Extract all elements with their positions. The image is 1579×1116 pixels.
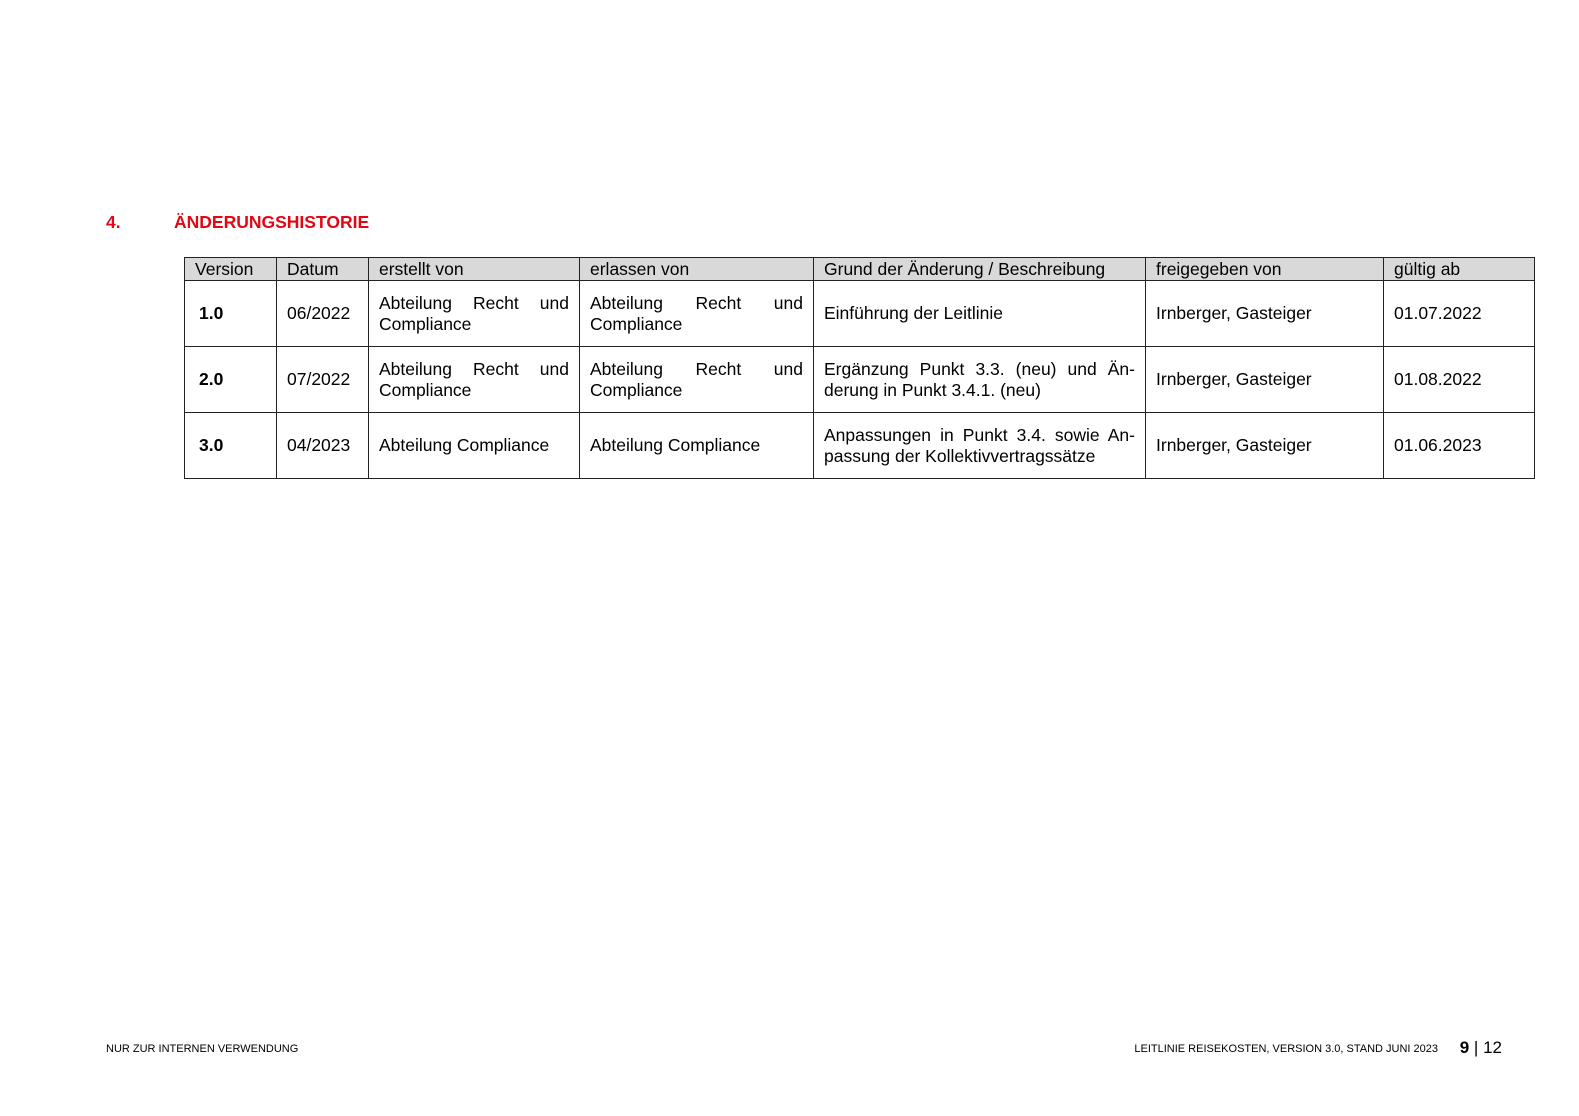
cell-grund: [814, 347, 1146, 413]
cell-datum: 04/2023: [277, 413, 369, 479]
cell-erstellt-von-line2: Compliance: [379, 379, 472, 400]
cell-erstellt-von: [369, 347, 580, 413]
section-number: 4.: [106, 212, 121, 232]
cell-erlassen-von-line1: Abteilung Recht und: [590, 292, 803, 313]
footer-right: [0, 1038, 1579, 1060]
cell-grund-line2: passung der Kollektivvertragssätze: [824, 445, 1096, 466]
cell-grund-line1: Einführung der Leitlinie: [824, 303, 1004, 323]
section-heading: [0, 212, 1579, 234]
header-gueltig-ab: gültig ab: [1384, 258, 1535, 281]
table-row: [185, 347, 1535, 413]
cell-erlassen-von-line2: Compliance: [590, 379, 683, 400]
cell-version: 3.0: [185, 413, 277, 479]
cell-version: 1.0: [185, 281, 277, 347]
cell-erlassen-von-line1: Abteilung Compliance: [590, 435, 761, 455]
cell-gueltig-ab: 01.07.2022: [1384, 281, 1535, 347]
cell-grund: [814, 281, 1146, 347]
cell-grund-line1: Anpassungen in Punkt 3.4. sowie An-: [824, 424, 1135, 445]
cell-erstellt-von-line1: Abteilung Recht und: [379, 358, 569, 379]
cell-datum: 06/2022: [277, 281, 369, 347]
cell-erstellt-von: [369, 413, 580, 479]
cell-freigegeben-von: Irnberger, Gasteiger: [1146, 281, 1384, 347]
header-datum: Datum: [277, 258, 369, 281]
table-row: [185, 413, 1535, 479]
cell-erlassen-von: [580, 413, 814, 479]
cell-erlassen-von-line2: Compliance: [590, 313, 683, 334]
cell-erstellt-von-line2: Compliance: [379, 313, 472, 334]
section-title: ÄNDERUNGSHISTORIE: [174, 212, 370, 232]
cell-version: 2.0: [185, 347, 277, 413]
table-header-row: [185, 258, 1535, 281]
header-version: Version: [185, 258, 277, 281]
page-total: 12: [1483, 1038, 1502, 1057]
header-erstellt-von: erstellt von: [369, 258, 580, 281]
page-separator: |: [1473, 1038, 1479, 1057]
cell-erlassen-von: [580, 281, 814, 347]
page-current: 9: [1459, 1038, 1470, 1057]
cell-freigegeben-von: Irnberger, Gasteiger: [1146, 347, 1384, 413]
cell-erstellt-von: [369, 281, 580, 347]
page-number: [1460, 1038, 1502, 1058]
cell-datum: 07/2022: [277, 347, 369, 413]
cell-erlassen-von-line1: Abteilung Recht und: [590, 358, 803, 379]
header-erlassen-von: erlassen von: [580, 258, 814, 281]
header-freigegeben-von: freigegeben von: [1146, 258, 1384, 281]
cell-erstellt-von-line1: Abteilung Recht und: [379, 292, 569, 313]
change-history-table: [184, 257, 1535, 479]
footer-classification: NUR ZUR INTERNEN VERWENDUNG: [106, 1043, 299, 1055]
cell-erstellt-von-line1: Abteilung Compliance: [379, 435, 550, 455]
cell-erlassen-von: [580, 347, 814, 413]
cell-grund-line2: derung in Punkt 3.4.1. (neu): [824, 379, 1041, 400]
footer-document-title: LEITLINIE REISEKOSTEN, VERSION 3.0, STAND JUNI 2023: [1134, 1043, 1438, 1055]
table-row: [185, 281, 1535, 347]
cell-freigegeben-von: Irnberger, Gasteiger: [1146, 413, 1384, 479]
header-grund: Grund der Änderung / Beschreibung: [814, 258, 1146, 281]
cell-gueltig-ab: 01.08.2022: [1384, 347, 1535, 413]
cell-grund-line1: Ergänzung Punkt 3.3. (neu) und Än-: [824, 358, 1135, 379]
cell-grund: [814, 413, 1146, 479]
cell-gueltig-ab: 01.06.2023: [1384, 413, 1535, 479]
